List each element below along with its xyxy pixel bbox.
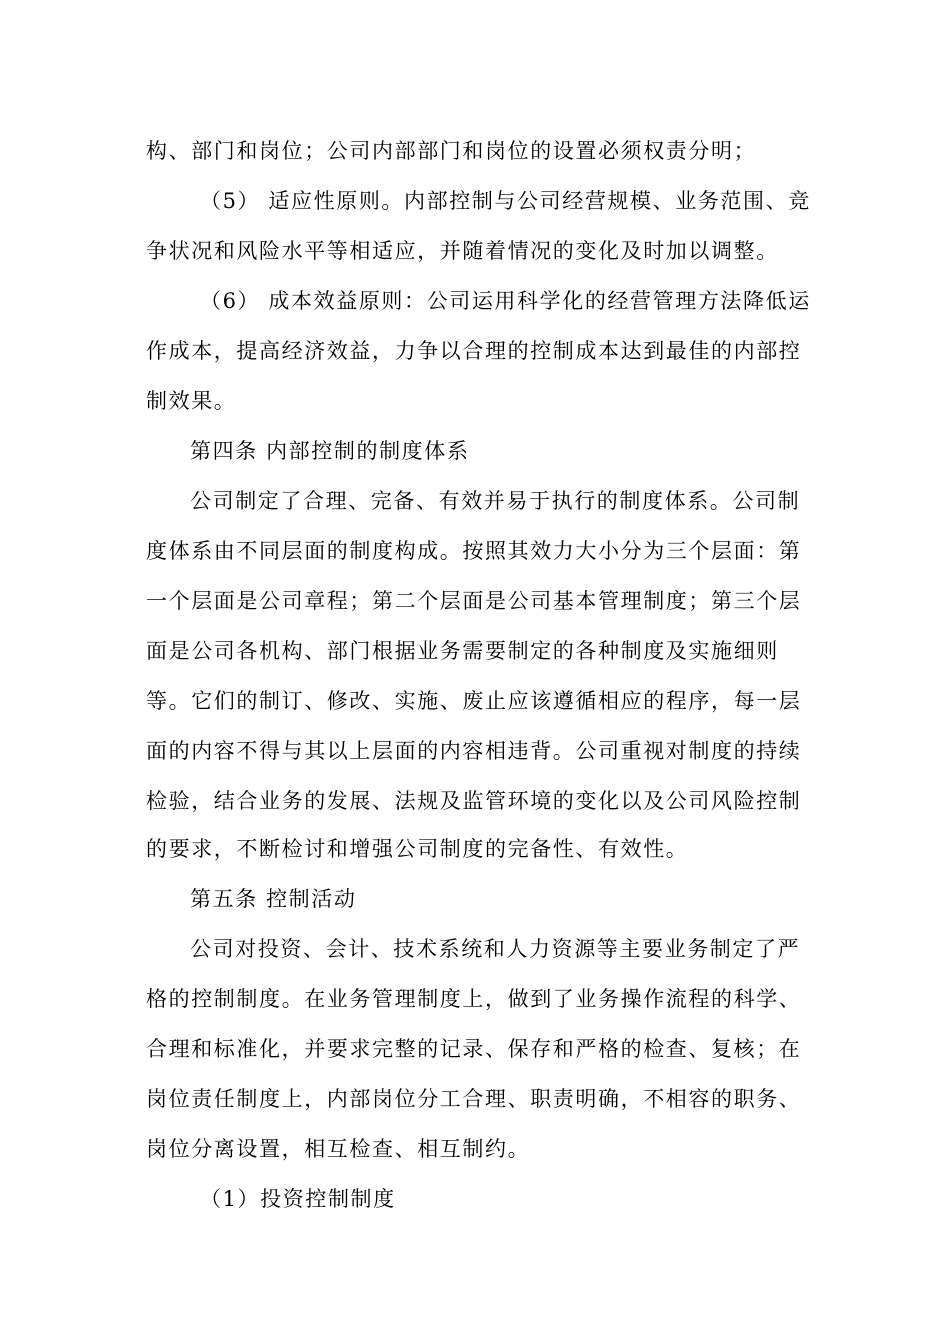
- article-4-body-line: 等。它们的制订、修改、实施、废止应该遵循相应的程序，每一层: [146, 689, 802, 713]
- list-item-6-line: 作成本，提高经济效益，力争以合理的控制成本达到最佳的内部控: [146, 339, 802, 363]
- list-item-6-line: 制效果。: [146, 389, 237, 413]
- article-4-body-line: 的要求，不断检讨和增强公司制度的完备性、有效性。: [146, 837, 689, 861]
- article-4-body-line: 检验，结合业务的发展、法规及监管环境的变化以及公司风险控制: [146, 789, 802, 813]
- body-text-line: 构、部门和岗位；公司内部部门和岗位的设置必须权责分明；: [146, 139, 757, 163]
- article-4-body-line: 面的内容不得与其以上层面的内容相违背。公司重视对制度的持续: [146, 739, 802, 763]
- list-item-5-line: 争状况和风险水平等相适应，并随着情况的变化及时加以调整。: [146, 239, 779, 263]
- article-5-heading: 第五条 控制活动: [190, 887, 357, 911]
- article-4-body-line: 度体系由不同层面的制度构成。按照其效力大小分为三个层面：第: [146, 539, 802, 563]
- article-4-body-line: 一个层面是公司章程；第二个层面是公司基本管理制度；第三个层: [146, 589, 802, 613]
- list-item-5-line: （5） 适应性原则。内部控制与公司经营规模、业务范围、竞: [200, 189, 811, 213]
- sub-heading-investment-control: （1）投资控制制度: [200, 1187, 396, 1211]
- article-5-body-line: 格的控制制度。在业务管理制度上，做到了业务操作流程的科学、: [146, 987, 802, 1011]
- article-5-body-line: 岗位责任制度上，内部岗位分工合理、职责明确，不相容的职务、: [146, 1087, 802, 1111]
- article-5-body-line: 合理和标准化，并要求完整的记录、保存和严格的检查、复核；在: [146, 1037, 802, 1061]
- list-item-6-line: （6） 成本效益原则：公司运用科学化的经营管理方法降低运: [200, 289, 811, 313]
- article-5-body-line: 岗位分离设置，相互检查、相互制约。: [146, 1137, 531, 1161]
- article-5-body-line: 公司对投资、会计、技术系统和人力资源等主要业务制定了严: [190, 937, 801, 961]
- article-4-heading: 第四条 内部控制的制度体系: [190, 439, 470, 463]
- article-4-body-line: 公司制定了合理、完备、有效并易于执行的制度体系。公司制: [190, 489, 801, 513]
- article-4-body-line: 面是公司各机构、部门根据业务需要制定的各种制度及实施细则: [146, 639, 779, 663]
